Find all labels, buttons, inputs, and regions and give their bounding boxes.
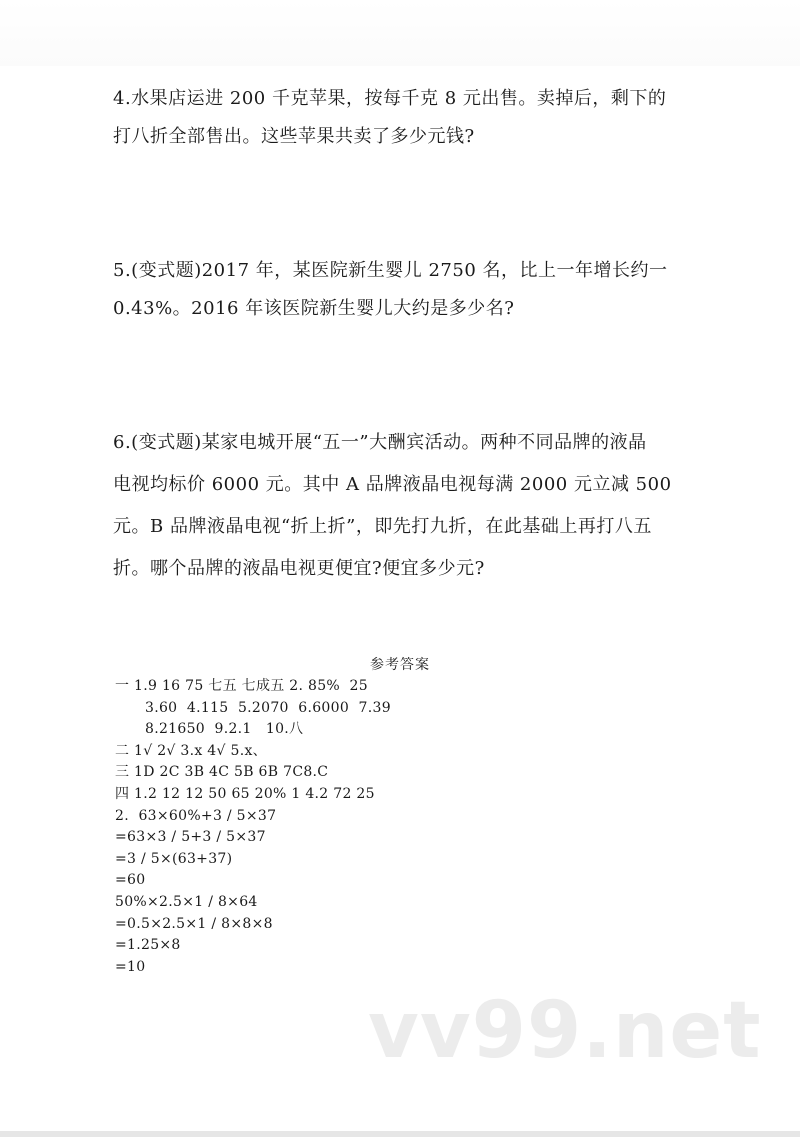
page-bottom-edge xyxy=(0,1131,800,1137)
answer-line: 50%×2.5×1 / 8×64 xyxy=(115,893,258,910)
answer-line: 二 1√ 2√ 3.x 4√ 5.x、 xyxy=(115,742,267,759)
answer-line: =10 xyxy=(115,958,146,975)
question-line: 4.水果店运进 200 千克苹果，按每千克 8 元出售。卖掉后，剩下的 xyxy=(113,88,667,109)
question-line: 折。哪个品牌的液晶电视更便宜?便宜多少元? xyxy=(113,558,485,579)
question-line: 6.(变式题)某家电城开展“五一”大酬宾活动。两种不同品牌的液晶 xyxy=(113,432,647,453)
question-line: 0.43%。2016 年该医院新生婴儿大约是多少名? xyxy=(113,298,515,319)
answer-key xyxy=(115,676,391,978)
question-line: 电视均标价 6000 元。其中 A 品牌液晶电视每满 2000 元立减 500 xyxy=(113,474,672,495)
page-top-margin xyxy=(0,0,800,66)
question-line: 5.(变式题)2017 年，某医院新生婴儿 2750 名，比上一年增长约一 xyxy=(113,260,668,281)
answer-line: 8.21650 9.2.1 10.八 xyxy=(145,721,304,738)
question-line: 打八折全部售出。这些苹果共卖了多少元钱? xyxy=(113,126,475,147)
question-6 xyxy=(113,422,703,590)
question-4 xyxy=(113,80,703,156)
answer-line: 四 1.2 12 12 50 65 20% 1 4.2 72 25 xyxy=(115,785,375,802)
watermark: vv99.net xyxy=(368,986,762,1076)
answer-line: =0.5×2.5×1 / 8×8×8 xyxy=(115,915,273,932)
answer-line: 3.60 4.115 5.2070 6.6000 7.39 xyxy=(145,699,391,716)
question-5 xyxy=(113,252,703,328)
answer-line: 一 1.9 16 75 七五 七成五 2. 85% 25 xyxy=(115,678,368,694)
answer-line: =1.25×8 xyxy=(115,937,181,954)
answer-line: 2. 63×60%+3 / 5×37 xyxy=(115,807,277,824)
question-line: 元。B 品牌液晶电视“折上折”，即先打九折，在此基础上再打八五 xyxy=(113,516,652,537)
answer-line: 三 1D 2C 3B 4C 5B 6B 7C8.C xyxy=(115,764,329,781)
answer-line: =60 xyxy=(115,872,146,889)
answer-line: =63×3 / 5+3 / 5×37 xyxy=(115,829,266,846)
answer-line: =3 / 5×(63+37) xyxy=(115,850,233,867)
answer-key-title: 参考答案 xyxy=(370,657,430,673)
